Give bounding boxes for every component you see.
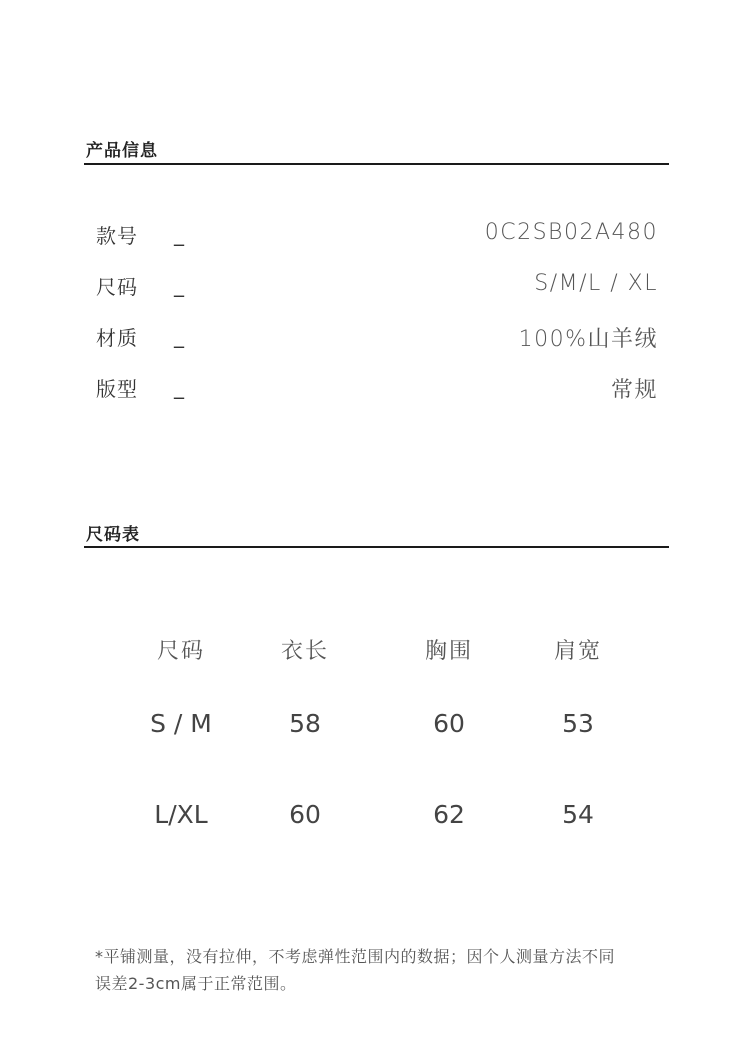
info-label: 材质 (96, 326, 138, 350)
info-row-fit (96, 373, 658, 403)
info-label: 版型 (96, 377, 138, 401)
table-header-shoulder: 肩宽 (553, 639, 602, 664)
table-cell: S / M (150, 709, 212, 738)
product-info-divider (84, 163, 669, 165)
table-cell: L/XL (154, 800, 208, 829)
table-header-size: 尺码 (156, 639, 205, 664)
size-chart-title: 尺码表 (86, 525, 140, 545)
table-header-chest: 胸围 (424, 639, 473, 664)
table-cell: 60 (433, 709, 465, 738)
info-label: 尺码 (96, 275, 138, 299)
info-separator: _ (174, 222, 184, 246)
info-row-material (96, 322, 658, 352)
info-separator: _ (174, 324, 184, 348)
info-value: 常规 (610, 378, 658, 403)
measurement-note (95, 943, 675, 997)
info-row-size (96, 271, 658, 301)
info-row-style-no (96, 220, 658, 250)
info-value: 0C2SB02A480 (484, 220, 658, 245)
table-cell: 58 (289, 709, 321, 738)
info-value: S/M/L / XL (534, 271, 658, 296)
info-separator: _ (174, 375, 184, 399)
table-cell: 62 (433, 800, 465, 829)
size-chart-divider (84, 546, 669, 548)
product-info-title: 产品信息 (86, 141, 158, 161)
info-separator: _ (174, 273, 184, 297)
table-header-length: 衣长 (280, 639, 329, 664)
table-cell: 54 (562, 800, 594, 829)
table-cell: 53 (562, 709, 594, 738)
table-cell: 60 (289, 800, 321, 829)
note-line-1: *平铺测量，没有拉伸，不考虑弹性范围内的数据；因个人测量方法不同 (95, 947, 616, 966)
note-line-2: 误差2-3cm属于正常范围。 (95, 974, 297, 993)
info-value: 100%山羊绒 (518, 327, 658, 352)
info-label: 款号 (96, 224, 138, 248)
